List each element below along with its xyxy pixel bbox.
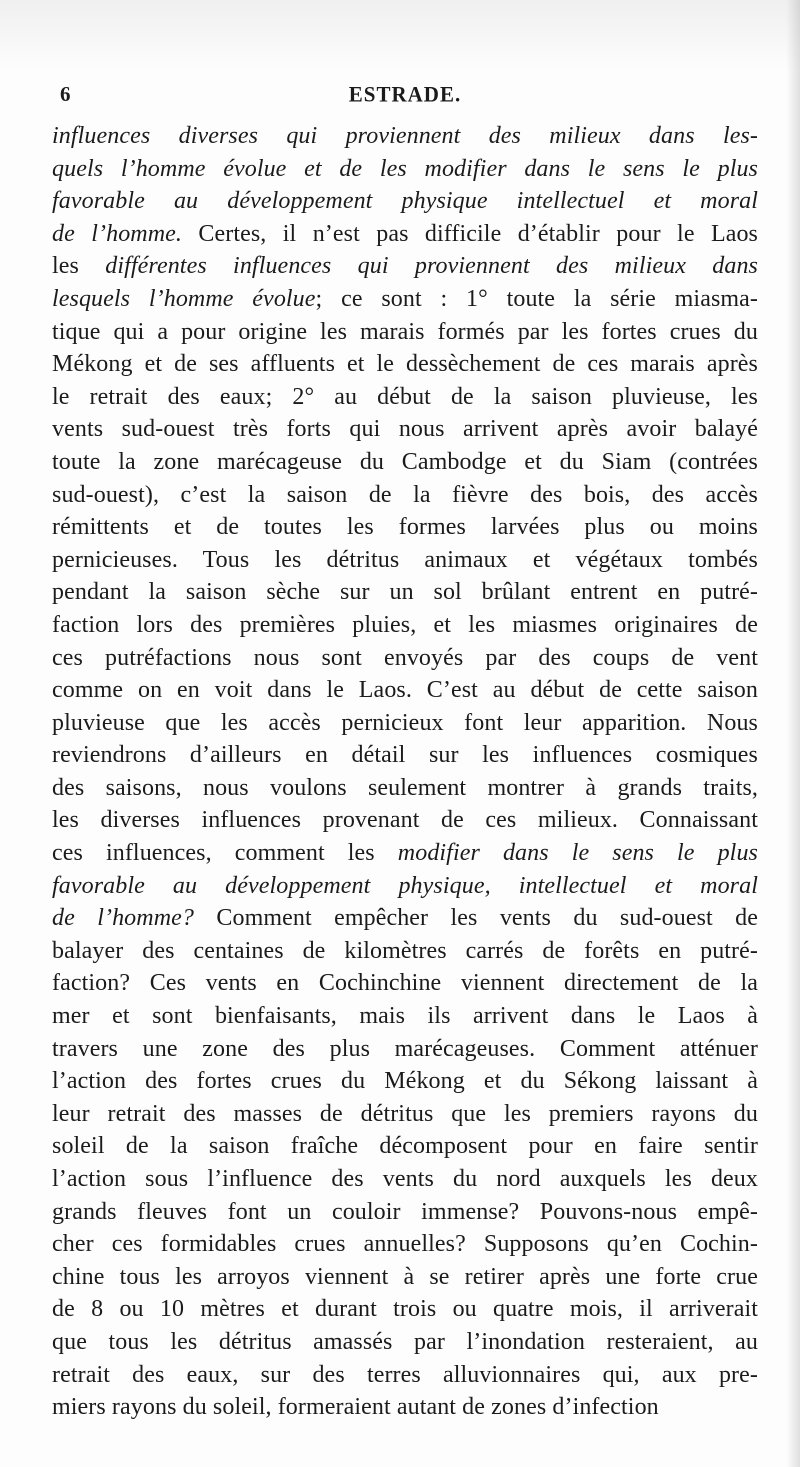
text-line [52, 674, 758, 707]
text-run: comme on en voit dans le Laos. C’est au début de cette saison [52, 677, 758, 704]
text-line [52, 446, 758, 479]
running-title: ESTRADE. [348, 81, 462, 107]
text-line [52, 739, 758, 772]
text-line [52, 511, 758, 544]
text-line [52, 1391, 758, 1424]
text-run: grands fleuves font un couloir immense? Pouvons-nous empê- [52, 1198, 758, 1225]
text-run: que tous les détritus amassés par l’inondation resteraient, au [52, 1328, 758, 1355]
text-line [52, 870, 758, 903]
text-run: faction lors des premières pluies, et les miasmes originaires de [52, 611, 758, 638]
text-line [52, 1163, 758, 1196]
text-run: faction? Ces vents en Cochinchine viennent directement de la [52, 970, 758, 997]
text-line [52, 381, 758, 414]
text-line [52, 967, 758, 1000]
text-line [52, 1228, 758, 1261]
text-run: leur retrait des masses de détritus que les premiers rayons du [52, 1100, 758, 1127]
page-number: 6 [60, 82, 71, 106]
text-run: des saisons, nous voulons seulement montrer à grands traits, [52, 774, 758, 801]
italic-text: de l’homme? [52, 905, 194, 932]
text-line [52, 1293, 758, 1326]
italic-text: lesquels l’homme évolue [52, 285, 316, 312]
text-line [52, 1000, 758, 1033]
text-run: tique qui a pour origine les marais formés par les fortes crues du [52, 318, 758, 345]
italic-text: de l’homme. [52, 220, 183, 247]
text-line [52, 316, 758, 349]
italic-text: favorable au développement physique, intellectuel et moral [52, 872, 758, 899]
text-line [52, 479, 758, 512]
text-run: pernicieuses. Tous les détritus animaux et végétaux tombés [52, 546, 758, 573]
text-line [52, 1359, 758, 1392]
text-line [52, 153, 758, 186]
text-run: ; ce sont : 1° toute la série miasma- [315, 285, 758, 312]
text-run: rémittents et de toutes les formes larvées plus ou moins [52, 514, 758, 541]
text-line [52, 1326, 758, 1359]
text-line [52, 772, 758, 805]
italic-text: favorable au développement physique intellectuel et moral [52, 188, 758, 215]
text-line [52, 804, 758, 837]
text-line [52, 707, 758, 740]
text-run: Mékong et de ses affluents et le dessèchement de ces marais après [52, 351, 758, 378]
text-line [52, 348, 758, 381]
text-line [52, 218, 758, 251]
text-run: le retrait des eaux; 2° au début de la saison pluvieuse, les [52, 383, 758, 410]
text-line [52, 544, 758, 577]
page-top-shadow [0, 0, 800, 70]
text-line [52, 642, 758, 675]
text-line [52, 576, 758, 609]
text-run: cher ces formidables crues annuelles? Supposons qu’en Cochin- [52, 1231, 758, 1258]
italic-text: influences diverses qui proviennent des milieux dans les- [52, 123, 758, 149]
page-edge-shadow [786, 0, 800, 1467]
text-run: soleil de la saison fraîche décomposent pour en faire sentir [52, 1133, 758, 1160]
text-line [52, 413, 758, 446]
text-run: balayer des centaines de kilomètres carrés de forêts en putré- [52, 937, 758, 964]
text-line [52, 120, 758, 153]
text-line [52, 837, 758, 870]
text-line [52, 185, 758, 218]
text-run: Certes, il n’est pas difficile d’établir pour le Laos [182, 220, 758, 247]
text-run: ces influences, comment les [52, 840, 398, 867]
text-run: toute la zone marécageuse du Cambodge et du Siam (contrées [52, 448, 758, 475]
text-line [52, 1098, 758, 1131]
text-run: les [52, 253, 106, 280]
text-line [52, 609, 758, 642]
body-text [52, 120, 758, 1424]
text-run: l’action des fortes crues du Mékong et du Sékong laissant à [52, 1068, 758, 1095]
text-run: travers une zone des plus marécageuses. Comment atténuer [52, 1035, 758, 1062]
text-line [52, 1065, 758, 1098]
text-run: les diverses influences provenant de ces milieux. Connaissant [52, 807, 758, 834]
text-line [52, 1196, 758, 1229]
text-run: pluvieuse que les accès pernicieux font leur apparition. Nous [52, 709, 758, 736]
text-run: sud-ouest), c’est la saison de la fièvre des bois, des accès [52, 481, 758, 508]
text-run: vents sud-ouest très forts qui nous arrivent après avoir balayé [52, 416, 758, 443]
italic-text: modifier dans le sens le plus [397, 840, 758, 867]
text-run: retrait des eaux, sur des terres alluvionnaires qui, aux pre- [52, 1361, 758, 1388]
italic-text: quels l’homme évolue et de les modifier dans le sens le plus [52, 155, 758, 182]
text-run: l’action sous l’influence des vents du nord auxquels les deux [52, 1166, 758, 1192]
text-line [52, 902, 758, 935]
text-run: miers rayons du soleil, formeraient autant de zones d’infection [52, 1394, 659, 1421]
text-line [52, 1130, 758, 1163]
text-run: mer et sont bienfaisants, mais ils arrivent dans le Laos à [52, 1003, 758, 1030]
text-run: ces putréfactions nous sont envoyés par des coups de vent [52, 644, 758, 671]
text-run: pendant la saison sèche sur un sol brûlant entrent en putré- [52, 579, 758, 606]
text-line [52, 250, 758, 283]
italic-text: différentes influences qui proviennent des milieux dans [105, 253, 758, 280]
text-line [52, 283, 758, 316]
text-run: Comment empêcher les vents du sud-ouest de [194, 905, 759, 932]
text-line [52, 935, 758, 968]
text-run: chine tous les arroyos viennent à se retirer après une forte crue [52, 1263, 758, 1290]
text-run: de 8 ou 10 mètres et durant trois ou quatre mois, il arriverait [52, 1296, 758, 1323]
page-header [52, 82, 758, 112]
text-run: reviendrons d’ailleurs en détail sur les influences cosmiques [52, 742, 758, 769]
text-line [52, 1033, 758, 1066]
text-line [52, 1261, 758, 1294]
